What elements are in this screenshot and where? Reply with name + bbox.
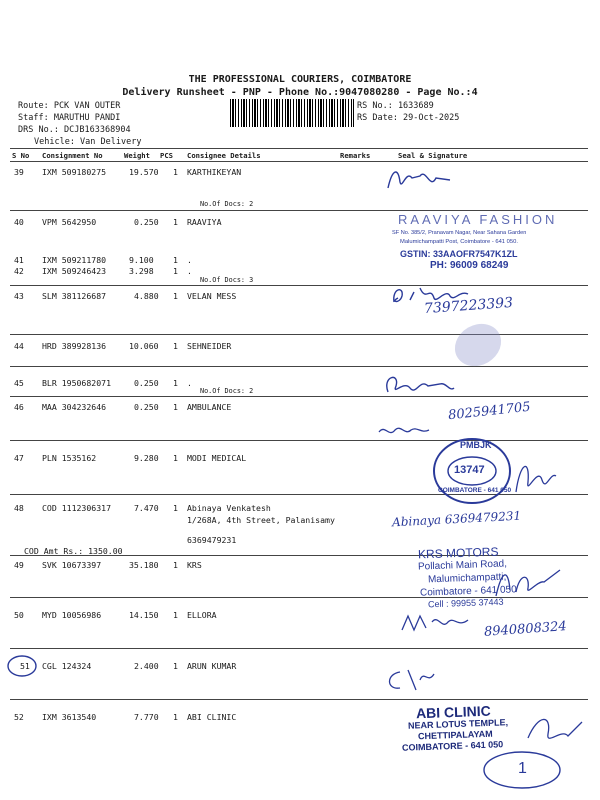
stamp-raaviya-addr2: Malumichampatti Post, Coimbatore - 641 050.: [400, 239, 518, 245]
row-sno: 48: [14, 503, 24, 513]
row-consignee: .: [187, 378, 192, 388]
row-consignee: .: [187, 266, 192, 276]
row-consignee: SEHNEIDER: [187, 341, 232, 351]
row-consignee: KARTHIKEYAN: [187, 167, 242, 177]
page-number-handwritten: 1: [518, 760, 527, 777]
row-consignment: COD 1112306317: [42, 503, 112, 513]
runsheet-subtitle: Delivery Runsheet - PNP - Phone No.:9047080280 - Page No.:4: [122, 87, 478, 98]
row-pcs: 1: [173, 217, 178, 227]
row-pcs: 1: [173, 503, 178, 513]
row-pcs: 1: [173, 291, 178, 301]
row-sno: 50: [14, 610, 24, 620]
row-pcs: 1: [173, 255, 178, 265]
row-sno: 45: [14, 378, 24, 388]
row-rule: [10, 699, 588, 700]
row-consignment: CGL 124324: [42, 661, 92, 671]
row-consignment: VPM 5642950: [42, 217, 97, 227]
row-address: 1/268A, 4th Street, Palanisamy: [187, 515, 335, 525]
krs-name: KRS MOTORS: [417, 544, 499, 562]
drs-label: DRS No.: DCJB163368904: [18, 125, 131, 135]
company-title: THE PROFESSIONAL COURIERS, COIMBATORE: [188, 74, 412, 85]
row-weight: 19.570: [129, 167, 159, 177]
row-phone: 6369479231: [187, 535, 237, 545]
velan-phone-handwritten: 7397223393: [423, 294, 514, 318]
row-pcs: 1: [173, 378, 178, 388]
row-consignee: MODI MEDICAL: [187, 453, 247, 463]
row-sno: 39: [14, 167, 24, 177]
row-sno: 43: [14, 291, 24, 301]
row-sno: 42: [14, 266, 24, 276]
row-sno: 40: [14, 217, 24, 227]
row-docs: No.Of Docs: 2: [200, 200, 254, 208]
signature-row49: [490, 560, 570, 604]
row-weight: 3.298: [129, 266, 154, 276]
row-pcs: 1: [173, 712, 178, 722]
row-consignment: SLM 381126687: [42, 291, 107, 301]
row-sno: 52: [14, 712, 24, 722]
row-consignee: ELLORA: [187, 610, 217, 620]
stamp-raaviya-phone: PH: 96009 68249: [430, 260, 509, 271]
abi-clinic-addr3: COIMBATORE - 641 050: [401, 739, 504, 753]
row-sno: 49: [14, 560, 24, 570]
abi-clinic-name: ABI CLINIC: [415, 702, 491, 722]
row-weight: 35.180: [129, 560, 159, 570]
krs-addr1: Pollachi Main Road,: [417, 558, 508, 573]
row-consignment: PLN 1535162: [42, 453, 97, 463]
row-pcs: 1: [173, 453, 178, 463]
row-sno: 41: [14, 255, 24, 265]
row-pcs: 1: [173, 610, 178, 620]
row-pcs: 1: [173, 266, 178, 276]
row-rule: [10, 648, 588, 649]
row-consignee: ABI CLINIC: [187, 712, 237, 722]
col-consignment: Consignment No: [42, 151, 103, 160]
row-consignee: VELAN MESS: [187, 291, 237, 301]
abi-clinic-addr1: NEAR LOTUS TEMPLE,: [407, 717, 509, 731]
row-docs: No.Of Docs: 3: [200, 276, 254, 284]
signature-row45: [380, 362, 460, 402]
rs-date: RS Date: 29-Oct-2025: [357, 113, 460, 123]
krs-addr2: Malumichampatti,: [427, 571, 507, 586]
row-consignment: IXM 3613540: [42, 712, 97, 722]
col-remarks: Remarks: [340, 151, 371, 160]
col-sno: S No: [12, 151, 30, 160]
col-consignee: Consignee Details: [187, 151, 261, 160]
row-rule: [10, 555, 588, 556]
stamp-raaviya-gst: GSTIN: 33AAOFR7547K1ZL: [400, 249, 518, 259]
krs-cell: Cell : 99955 37443: [427, 596, 504, 610]
row-sno: 46: [14, 402, 24, 412]
row-consignee: RAAVIYA: [187, 217, 222, 227]
ambulance-phone-handwritten: 8025941705: [447, 399, 532, 424]
row-consignment: IXM 509246423: [42, 266, 107, 276]
pmbjk-place: COIMBATORE - 641 050: [438, 487, 512, 494]
signature-row51: [380, 664, 440, 696]
abi-clinic-addr2: CHETTIPALAYAM: [417, 728, 493, 742]
row-consignee: AMBULANCE: [187, 402, 232, 412]
row-consignment: IXM 509211780: [42, 255, 107, 265]
vehicle-label: Vehicle: Van Delivery: [34, 137, 142, 147]
ellora-phone-handwritten: 8940808324: [483, 619, 568, 640]
row-consignee: ARUN KUMAR: [187, 661, 237, 671]
row-consignment: BLR 1950682071: [42, 378, 112, 388]
col-weight: Weight: [124, 151, 150, 160]
signature-row46: [375, 418, 435, 442]
row-pcs: 1: [173, 560, 178, 570]
row-consignee: .: [187, 255, 192, 265]
row-consignee: Abinaya Venkatesh: [187, 503, 271, 513]
row-sno: 47: [14, 453, 24, 463]
signature-row50: [398, 608, 478, 638]
row-weight: 4.880: [134, 291, 159, 301]
row-rule: [10, 285, 588, 286]
staff-label: Staff: MARUTHU PANDI: [18, 113, 121, 123]
row-weight: 9.100: [129, 255, 154, 265]
header-top-rule: [10, 148, 588, 149]
abinaya-signature-handwritten: Abinaya 6369479231: [391, 508, 522, 530]
col-seal: Seal & Signature: [398, 151, 468, 160]
route-label: Route: PCK VAN OUTER: [18, 101, 121, 111]
row-consignment: MYD 10056986: [42, 610, 102, 620]
row-sno: 51: [20, 661, 30, 671]
header-bottom-rule: [10, 161, 588, 162]
row-pcs: 1: [173, 402, 178, 412]
row-rule: [10, 210, 588, 211]
rs-number: RS No.: 1633689: [357, 101, 434, 111]
signature-row39: [380, 160, 460, 196]
row-weight: 14.150: [129, 610, 159, 620]
barcode-image: [230, 99, 354, 127]
row-weight: 0.250: [134, 378, 159, 388]
stamp-raaviya-addr1: SF No. 385/2, Pranavam Nagar, Near Sahana Garden: [392, 230, 527, 236]
row-rule: [10, 396, 588, 397]
pmbjk-name: PMBJK: [460, 440, 492, 450]
row-sno: 44: [14, 341, 24, 351]
row-consignment: HRD 389928136: [42, 341, 107, 351]
row-weight: 10.060: [129, 341, 159, 351]
row-weight: 7.770: [134, 712, 159, 722]
row-weight: 2.400: [134, 661, 159, 671]
row-cod-amount: COD Amt Rs.: 1350.00: [24, 546, 123, 556]
sno-circle-mark: [6, 654, 40, 678]
row-weight: 9.280: [134, 453, 159, 463]
row-consignment: IXM 509180275: [42, 167, 107, 177]
signature-row47: [510, 452, 560, 502]
krs-addr3: Coimbatore - 641 050: [419, 584, 517, 599]
row-pcs: 1: [173, 341, 178, 351]
row-weight: 7.470: [134, 503, 159, 513]
row-weight: 0.250: [134, 402, 159, 412]
stamp-raaviya-name: RAAVIYA FASHION: [398, 212, 558, 227]
row-consignee: KRS: [187, 560, 202, 570]
row-consignment: SVK 10673397: [42, 560, 102, 570]
pmbjk-number: 13747: [454, 464, 485, 476]
row-docs: No.Of Docs: 2: [200, 387, 254, 395]
row-consignment: MAA 304232646: [42, 402, 107, 412]
row-pcs: 1: [173, 167, 178, 177]
col-pcs: PCS: [160, 151, 173, 160]
row-pcs: 1: [173, 661, 178, 671]
row-weight: 0.250: [134, 217, 159, 227]
